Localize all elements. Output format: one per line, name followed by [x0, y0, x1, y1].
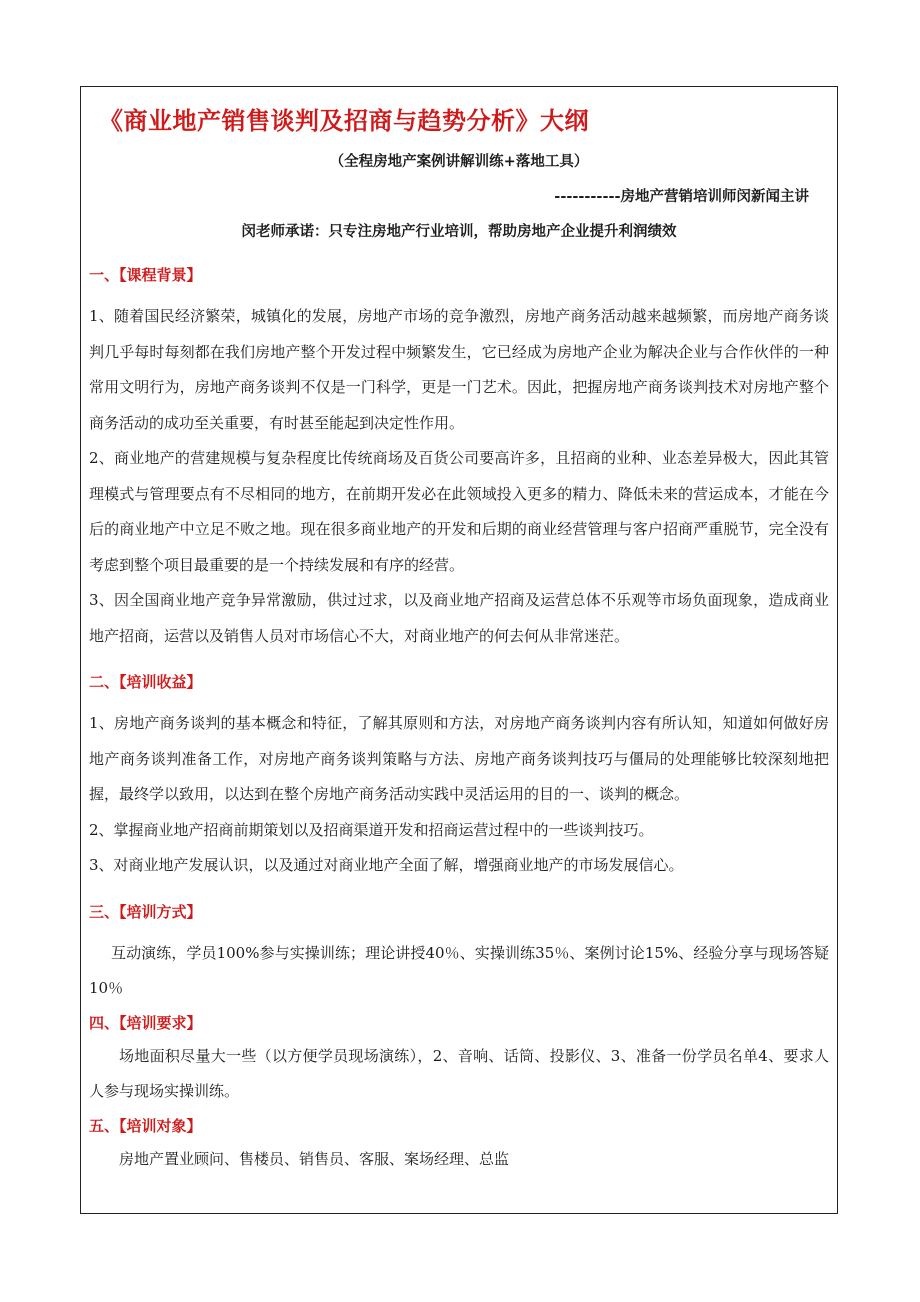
paragraph: 2、掌握商业地产招商前期策划以及招商渠道开发和招商运营过程中的一些谈判技巧。: [89, 820, 654, 839]
section-heading: 五、【培训对象】: [89, 1116, 202, 1135]
paragraph: 1、随着国民经济繁荣，城镇化的发展，房地产市场的竞争激烈，房地产商务活动越来越频繁，而房地产商务谈判几乎每时每刻都在我们房地产整个开发过程中频繁发生，它已经成为房地产企业为解决企业与合作伙伴的一种常用文明行为，房地产商务谈判不仅是一门科学，更是一门艺术。因此，把握房地产商务谈判技术对房地产整个商务活动的成功至关重要，有时甚至能起到决定性作用。: [89, 307, 829, 432]
section-audience: [89, 1114, 829, 1178]
section-requirements: [89, 1011, 829, 1110]
lecturer-line: -----------房地产营销培训师闵新闻主讲: [554, 188, 809, 205]
promise-line: 闵老师承诺：只专注房地产行业培训，帮助房地产企业提升利润绩效: [241, 223, 677, 240]
section-heading: 三、【培训方式】: [89, 902, 202, 921]
section-method: [89, 900, 829, 1007]
document-subtitle: （全程房地产案例讲解训练+落地工具）: [329, 153, 589, 170]
section-heading: 二、【培训收益】: [89, 673, 202, 691]
paragraph: 互动演练，学员100%参与实操训练；理论讲授40％、实操训练35％、案例讨论15%、经验分享与现场答疑10％: [89, 943, 829, 997]
document-frame: [80, 86, 838, 1214]
document-title: 《商业地产销售谈判及招商与趋势分析》大纲: [99, 106, 589, 135]
paragraph: 1、房地产商务谈判的基本概念和特征，了解其原则和方法，对房地产商务谈判内容有所认知，知道如何做好房地产商务谈判准备工作，对房地产商务谈判策略与方法、房地产商务谈判技巧与僵局的处理能够比较深刻地把握，最终学以致用，以达到在整个房地产商务活动实践中灵活运用的目的一、谈判的概念。: [89, 714, 829, 803]
paragraph: 3、因全国商业地产竞争异常激励，供过过求，以及商业地产招商及运营总体不乐观等市场负面现象，造成商业地产招商，运营以及销售人员对市场信心不大，对商业地产的何去何从非常迷茫。: [89, 591, 829, 645]
paragraph: 房地产置业顾问、售楼员、销售员、客服、案场经理、总监: [119, 1149, 510, 1168]
section-heading: 四、【培训要求】: [89, 1013, 202, 1032]
paragraph: 2、商业地产的营建规模与复杂程度比传统商场及百货公司要高许多，且招商的业种、业态差异极大，因此其管理模式与管理要点有不尽相同的地方，在前期开发必在此领域投入更多的精力、降低未来的营运成本，才能在今后的商业地产中立足不败之地。现在很多商业地产的开发和后期的商业经营管理与客户招商严重脱节，完全没有考虑到整个项目最重要的是一个持续发展和有序的经营。: [89, 449, 829, 574]
paragraph: 3、对商业地产发展认识，以及通过对商业地产全面了解，增强商业地产的市场发展信心。: [89, 856, 684, 874]
document-body: [89, 263, 829, 1177]
paragraph: 场地面积尽量大一些（以方便学员现场演练），2、音响、话筒、投影仪、3、准备一份学员名单4、要求人人参与现场实操训练。: [89, 1046, 829, 1100]
section-benefits: [89, 670, 829, 884]
section-heading: 一、【课程背景】: [89, 266, 202, 284]
section-background: [89, 263, 829, 654]
